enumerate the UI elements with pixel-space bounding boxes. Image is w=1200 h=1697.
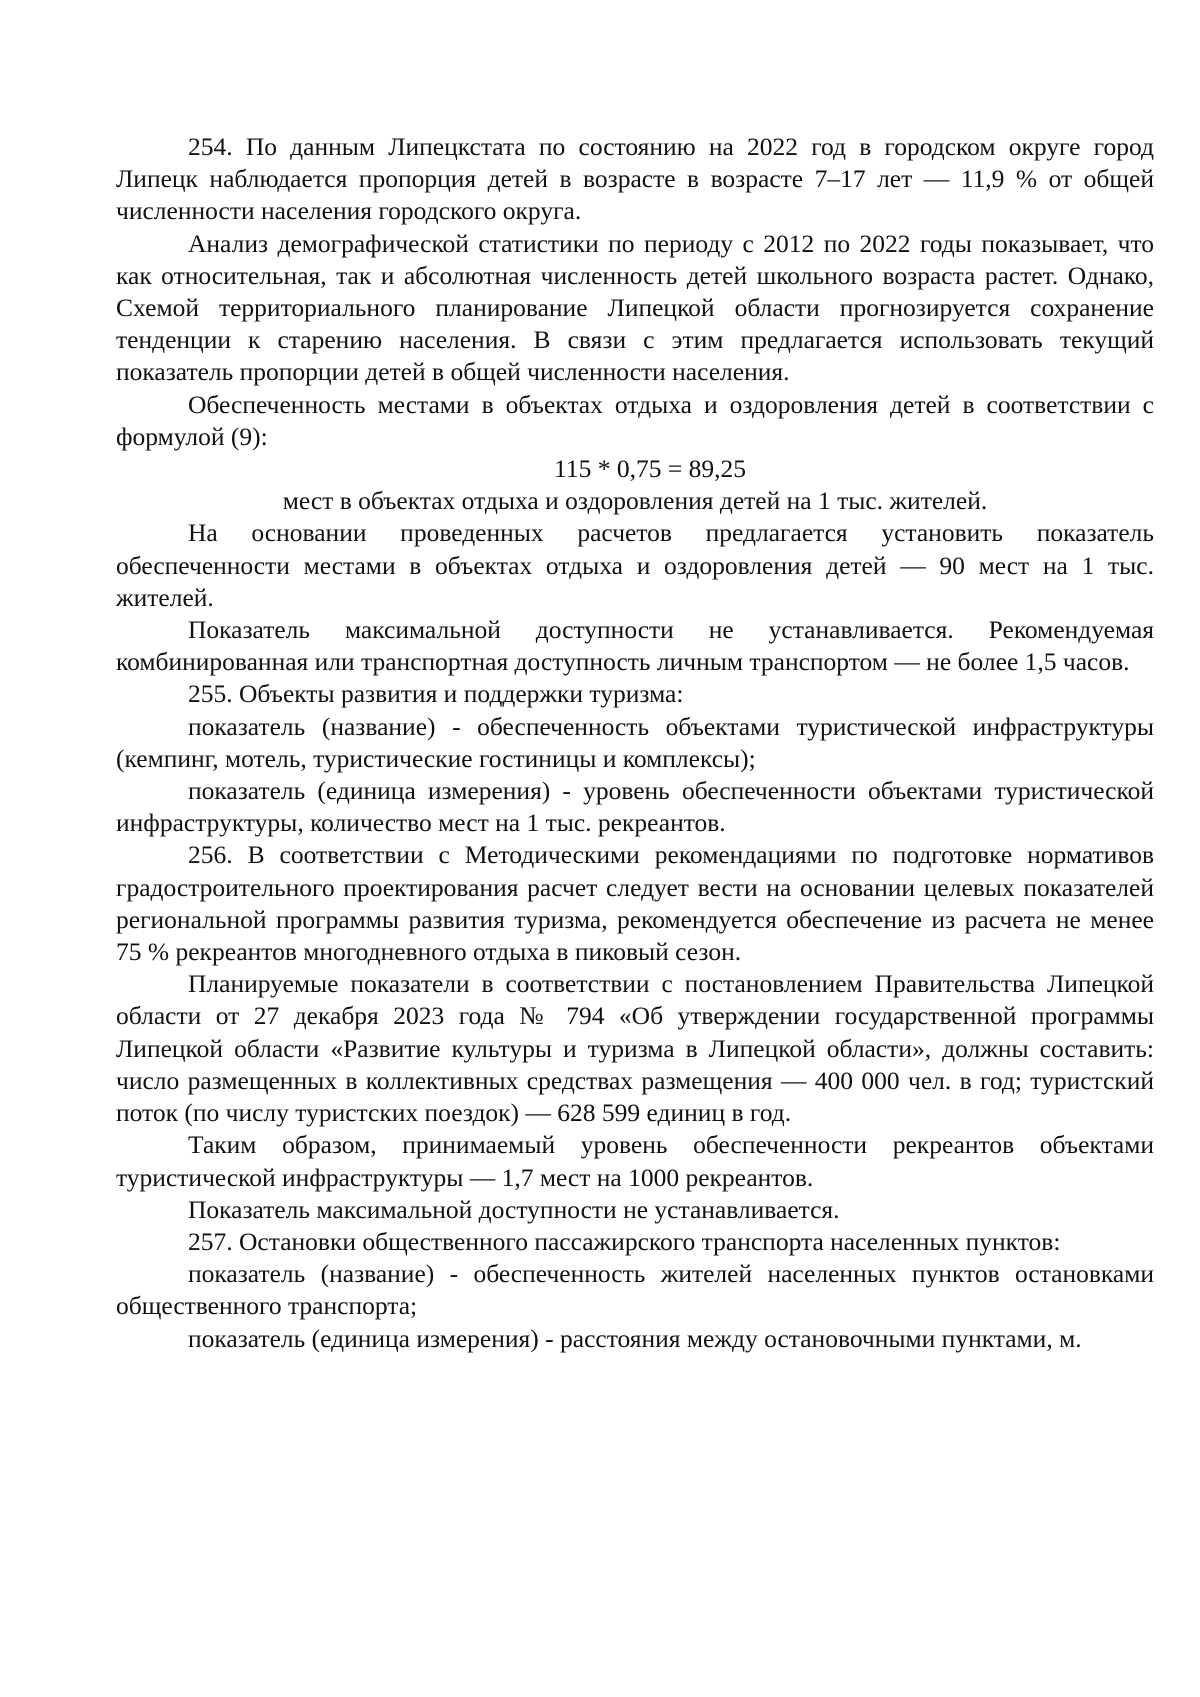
paragraph-accepted-level: Таким образом, принимаемый уровень обеспеченности рекреантов объектами туристической инфраструктуры — 1,7 мест на 1000 рекреантов. [116, 1130, 1154, 1192]
paragraph-255-indicator-name: показатель (название) - обеспеченность объектами туристической инфраструктуры (кемпинг, мотель, туристические гостиницы и комплексы); [116, 711, 1154, 773]
paragraph-255: 255. Объекты развития и поддержки туризма: [188, 679, 684, 709]
paragraph-max-access-2: Показатель максимальной доступности не устанавливается. [188, 1194, 840, 1224]
paragraph-planned-indicators: Планируемые показатели в соответствии с постановлением Правительства Липецкой области от 27 декабря 2023 года № 794 «Об утверждении государственной программы Липецкой области «Развитие культуры и туризма в Липецкой области», должны составить: число размещенных в коллективных средствах размещения — 400 000 чел. в год; туристский поток (по числу туристских поездок) — 628 599 единиц в год. [116, 969, 1154, 1128]
paragraph-255-indicator-unit: показатель (единица измерения) - уровень обеспеченности объектами туристической инфраструктуры, количество мест на 1 тыс. рекреантов. [116, 776, 1154, 838]
paragraph-257-indicator-unit: показатель (единица измерения) - расстояния между остановочными пунктами, м. [188, 1323, 1082, 1353]
paragraph-calc-result: На основании проведенных расчетов предлагается установить показатель обеспеченности местами в объектах отдыха и оздоровления детей — 90 мест на 1 тыс. жителей. [116, 518, 1154, 612]
document-page [116, 131, 1154, 1355]
paragraph-demographic-analysis: Анализ демографической статистики по периоду с 2012 по 2022 годы показывает, что как относительная, так и абсолютная численность детей школьного возраста растет. Однако, Схемой территориального планирование Липецкой области прогнозируется сохранение тенденции к старению населения. В связи с этим предлагается использовать текущий показатель пропорции детей в общей численности населения. [116, 228, 1154, 387]
paragraph-256: 256. В соответствии с Методическими рекомендациями по подготовке нормативов градостроительного проектирования расчет следует вести на основании целевых показателей региональной программы развития туризма, рекомендуется обеспечение из расчета не менее 75 % рекреантов многодневного отдыха в пиковый сезон. [116, 840, 1154, 967]
formula: 115 * 0,75 = 89,25 [554, 454, 746, 484]
paragraph-provision-intro: Обеспеченность местами в объектах отдыха и оздоровления детей в соответствии с формулой (9): [116, 389, 1154, 451]
paragraph-257-indicator-name: показатель (название) - обеспеченность жителей населенных пунктов остановками общественного транспорта; [116, 1259, 1154, 1321]
paragraph-254: 254. По данным Липецкстата по состоянию на 2022 год в городском округе город Липецк наблюдается пропорция детей в возрасте в возрасте 7–17 лет — 11,9 % от общей численности населения городского округа. [116, 132, 1154, 226]
paragraph-max-access-1: Показатель максимальной доступности не устанавливается. Рекомендуемая комбинированная или транспортная доступность личным транспортом — не более 1,5 часов. [116, 615, 1154, 677]
formula-caption: мест в объектах отдыха и оздоровления детей на 1 тыс. жителей. [282, 486, 988, 516]
paragraph-257: 257. Остановки общественного пассажирского транспорта населенных пунктов: [188, 1226, 1061, 1256]
